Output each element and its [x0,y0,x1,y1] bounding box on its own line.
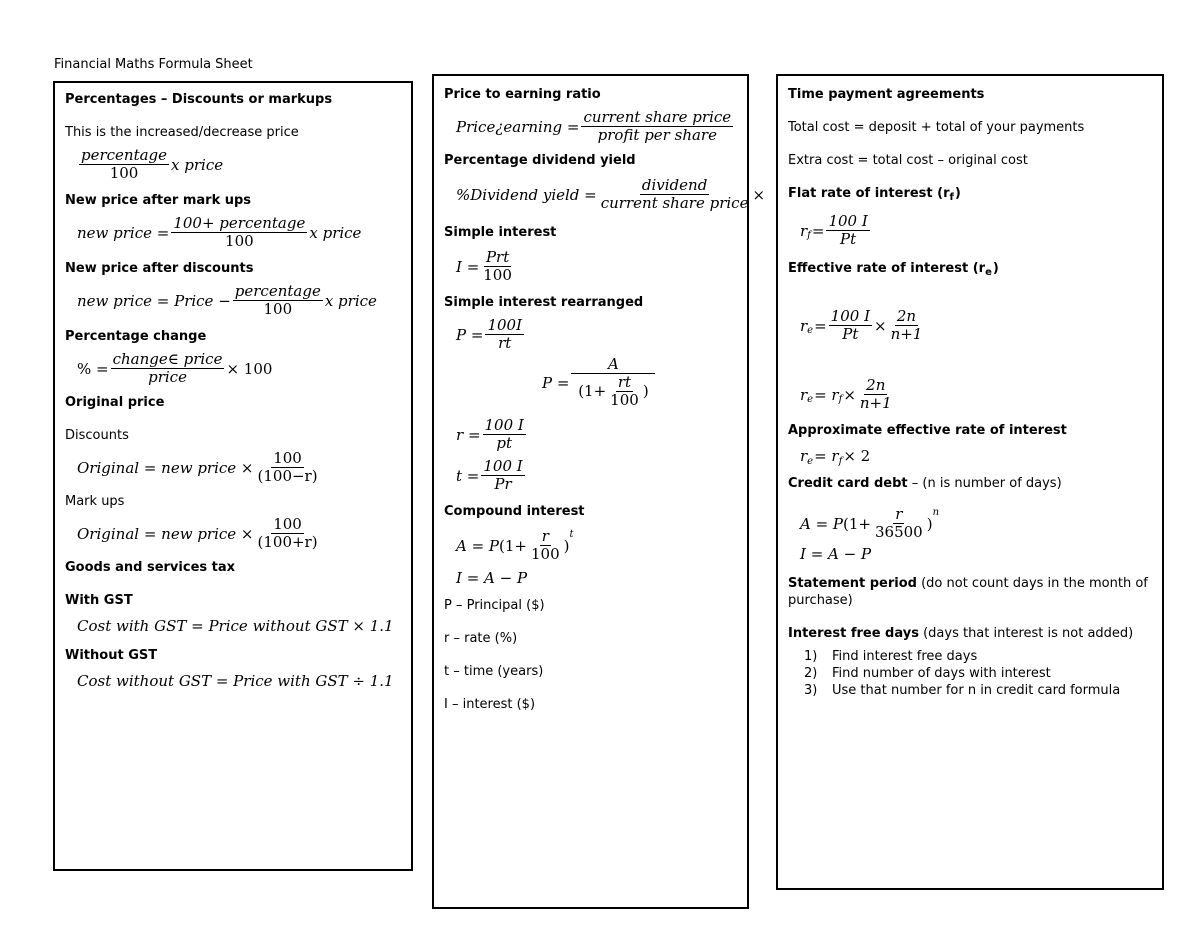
heading-with-gst: With GST [65,593,133,608]
frac-num: current share price [583,108,732,126]
step-number: 2) [804,666,818,681]
frac-den: 100 [483,266,512,284]
frac-num: A [571,356,655,374]
formula-lhs: Price¿earning = [456,117,580,136]
formula-lhs: I = [456,257,480,276]
frac-den: 100 [225,232,254,250]
frac-den: 100 [531,545,560,563]
formula-lhs: Original = new price × [77,524,254,543]
heading-gst: Goods and services tax [65,560,236,575]
formula-lhs: A = P [800,514,844,533]
formula-lhs: t = [456,466,480,485]
interest-amount-formula: I = A − P [456,569,528,587]
formula-eq: = [811,221,825,240]
formula-lhs: r [800,221,808,240]
formula-tail: × 2 [843,447,871,465]
frac-num: dividend [641,176,708,194]
heading-percentage-change: Percentage change [65,329,207,344]
heading-text: Flat rate of interest (r [788,186,950,201]
frac-num: 2n [866,376,886,394]
sheet-title: Financial Maths Formula Sheet [54,57,253,72]
inner-num: rt [617,373,632,391]
without-gst-formula: Cost without GST = Price with GST ÷ 1.1 [77,672,394,690]
frac-den-2: n+1 [890,325,923,343]
frac-den: 100 [109,164,139,182]
heading-note: (days that interest is not added) [918,626,1134,641]
original-markup-formula [77,516,401,551]
heading-discounts: New price after discounts [65,261,254,276]
frac-den: Pt [842,325,859,343]
frac-num: 100 I [483,457,523,475]
discount-formula [77,283,401,318]
heading-markups: New price after mark ups [65,193,252,208]
legend-rate: r – rate (%) [444,631,518,646]
formula-mid: = r [814,447,839,465]
frac-num: Prt [485,248,510,266]
frac-den: 100 [263,300,293,318]
formula-eq: = [814,316,827,335]
formula-sub: e [807,325,814,336]
principal-formula-1 [456,317,737,352]
formula-sub-2: f [838,455,843,467]
heading-note: (do not count days in the month of purchase) [788,576,1148,608]
extra-cost-text: Extra cost = total cost – original cost [788,153,1028,168]
interest-free-text [788,625,1152,642]
formula-tail: × 100 [226,359,273,378]
legend-time: t – time (years) [444,664,544,679]
original-discount-formula [77,450,401,485]
heading-text: Effective rate of interest (r [788,261,986,276]
heading-without-gst: Without GST [65,648,158,663]
effective-rate-alt-formula [800,377,1152,412]
legend-interest: I – interest ($) [444,697,536,712]
frac-num: 100I [487,316,522,334]
heading-approximate: Approximate effective rate of interest [788,423,1067,438]
formula-sub-2: f [838,394,843,405]
frac-num: 100 [273,515,302,533]
formula-sub: e [807,394,814,405]
heading-compound-interest: Compound interest [444,504,585,519]
heading-original-price: Original price [65,395,165,410]
time-formula [456,458,737,493]
heading-text: Interest free days [788,626,919,641]
discounts-label: Discounts [65,428,129,443]
formula-lhs: r [800,316,808,335]
exponent: n [932,507,940,518]
frac-den: (100+r) [257,533,318,551]
formula-lhs: Original = new price × [77,458,254,477]
formula-mid: = r [814,385,839,404]
heading-pe-ratio: Price to earning ratio [444,87,601,102]
heading-rearranged: Simple interest rearranged [444,295,644,310]
frac-num-2: 2n [896,307,917,325]
frac-den: pt [496,434,512,452]
paren-close: ) [563,536,570,555]
frac-den: current share price [600,194,749,212]
frac-den: rt [498,334,512,352]
formula-lhs: new price = Price − [77,291,231,310]
with-gst-formula: Cost with GST = Price without GST × 1.1 [77,617,394,635]
step-number: 1) [804,649,818,664]
list-item [804,665,1152,682]
paren-open: (1+ [843,514,871,533]
steps-list [788,648,1152,699]
dividend-formula [456,176,766,212]
formula-tail: × [752,185,766,204]
step-text: Find number of days with interest [832,666,1051,681]
list-item [804,682,1152,699]
formula-sub: e [807,455,814,467]
step-text: Find interest free days [832,649,978,664]
heading-percentages: Percentages – Discounts or markups [65,92,333,107]
frac-num: 100 I [828,212,868,230]
heading-end: ) [992,261,999,276]
inner-den: 100 [610,391,639,409]
heading-sub: f [949,192,954,203]
formula-sub: f [807,230,811,241]
heading-end: ) [954,186,961,201]
formula-tail: x price [324,291,377,310]
paren-close: ) [926,514,933,533]
credit-card-heading [788,475,1152,492]
frac-den: profit per share [597,126,717,144]
den-close: ) [642,382,649,400]
frac-den: price [148,368,187,386]
total-cost-text: Total cost = deposit + total of your payments [788,120,1085,135]
frac-den [576,374,650,409]
frac-num: 100 I [484,416,524,434]
formula-lhs: r [800,447,808,465]
legend-principal: P – Principal ($) [444,598,545,613]
frac-den: Pt [840,230,857,248]
formula-lhs: new price = [77,223,170,242]
heading-flat-rate [788,185,1152,203]
frac-num: r [541,527,549,545]
step-number: 3) [804,683,818,698]
formula-lhs: P = [542,373,570,392]
frac-num: 100 [273,449,302,467]
statement-period-text [788,575,1152,609]
frac-den: Pr [494,475,512,493]
heading-simple-interest: Simple interest [444,225,557,240]
increased-decrease-text: This is the increased/decrease price [65,125,299,140]
formula-tail: x price [309,223,362,242]
flat-rate-formula [800,213,1152,248]
frac-den: 36500 [875,523,923,541]
change-formula [77,351,401,386]
frac-den: (100−r) [257,467,318,485]
list-item [804,648,1152,665]
heading-effective-rate [788,260,1152,278]
formula-lhs: % = [77,359,109,378]
percentage-formula [77,147,401,182]
frac-num: r [895,505,903,523]
heading-text: Credit card debt [788,476,908,491]
markups-label: Mark ups [65,494,125,509]
heading-text: Statement period [788,576,917,591]
den-open: (1+ [578,382,607,400]
formula-lhs: %Dividend yield = [456,185,597,204]
markup-formula [77,215,401,250]
heading-sub: e [985,267,992,278]
frac-den: n+1 [859,394,892,412]
percentages-panel [53,81,413,871]
formula-lhs: P = [456,325,484,344]
frac-num: 100+ percentage [173,214,306,232]
simple-interest-formula [456,249,737,284]
times-sign: × [874,316,887,335]
paren-open: (1+ [499,536,527,555]
rate-formula [456,417,737,452]
formula-lhs: r [800,385,808,404]
formula-lhs: A = P [456,536,500,555]
heading-time-payment: Time payment agreements [788,87,985,102]
formula-lhs: r = [456,425,481,444]
heading-dividend-yield: Percentage dividend yield [444,153,636,168]
credit-interest-formula: I = A − P [800,545,872,563]
frac-num: percentage [81,146,168,164]
compound-formula [456,528,737,563]
frac-num: change∈ price [112,350,223,368]
principal-formula-2 [542,356,737,409]
frac-num: percentage [234,282,321,300]
effective-rate-formula [800,308,1152,343]
times-sign: × [843,385,856,404]
credit-card-formula [800,506,1152,541]
heading-note: – (n is number of days) [907,476,1062,491]
frac-num: 100 I [830,307,870,325]
pe-formula [456,109,737,144]
time-payment-panel [776,74,1164,890]
step-text: Use that number for n in credit card formula [832,683,1121,698]
shares-interest-panel [432,74,766,909]
formula-tail: x price [171,155,224,174]
exponent: t [569,529,574,540]
approximate-formula [800,447,1152,465]
